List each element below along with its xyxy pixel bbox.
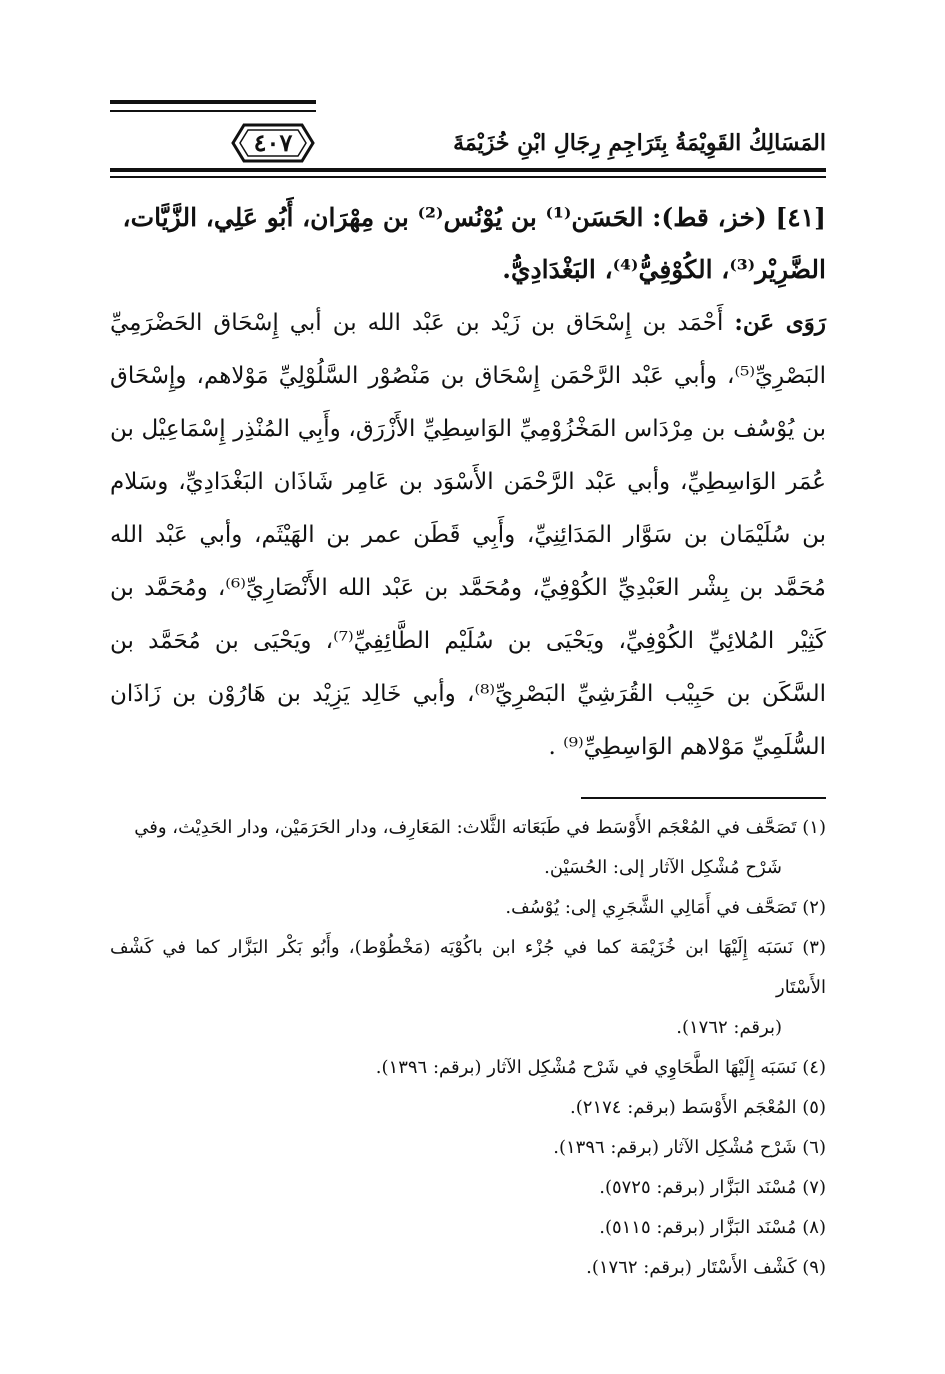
footnote-text: (٨) مُسْنَد البَزَّار (برقم: ٥١١٥). [599, 1217, 826, 1238]
footnote-continuation: (برقم: ١٧٦٢). [676, 1017, 782, 1038]
footnote-continuation: شَرْح مُشْكِل الآثار إلى: الحُسَيْن. [544, 857, 782, 878]
footnote-8 [110, 1208, 826, 1248]
header-rule-top-thick [110, 100, 316, 104]
narrated-from-text: أَحْمَد بن إِسْحَاق بن زَيْد بن عَبْد الله بن أبي إِسْحَاق الحَضْرَمِيِّ البَصْرِيِّ⁽⁵⁾، وأبي عَبْد الرَّحْمَن إِسْحَاق بن مَنْصُوْر السَّلُوْلِيِّ مَوْلاهم، وإِسْحَاق بن يُوْسُف بن مِرْدَاس المَخْزُوْمِيِّ الوَاسِطِيِّ الأَزْرَق، وأَبِي المُنْذِر إِسْمَاعِيْل بن عُمَر الوَاسِطِيِّ، وأبي عَبْد الرَّحْمَن الأَسْوَد بن عَامِر شَاذَان البَغْدَادِيِّ، وسَلام بن سُلَيْمَان بن سَوَّار المَدَائِنِيِّ، وأَبِي قَطَن عمر بن الهَيْثَم، وأبي عَبْد الله مُحَمَّد بن بِشْر العَبْدِيِّ الكُوْفِيِّ، ومُحَمَّد بن عَبْد الله الأَنْصَارِيِّ⁽⁶⁾، ومُحَمَّد بن كَثِيْر المُلائِيِّ الكُوْفِيِّ، ويَحْيَى بن سُلَيْم الطَّائِفِيِّ⁽⁷⁾، ويَحْيَى بن مُحَمَّد بن السَّكَن بن حَبِيْب القُرَشِيِّ البَصْرِيِّ⁽⁸⁾، وأبي خَالِد يَزِيْد بن هَارُوْن بن زَاذَان السُّلَمِيِّ مَوْلاهم الوَاسِطِيِّ⁽⁹⁾ . [110, 310, 827, 760]
page-header [110, 100, 826, 180]
entry-title-line1: (خز، قط): الحَسَن⁽¹⁾ بن يُوْنُس⁽²⁾ بن مِهْرَان، أَبُو عَلِي، الزَّيَّات، [122, 203, 767, 232]
header-rule-bottom-thick [110, 168, 826, 172]
footnote-9 [110, 1248, 826, 1288]
footnote-4 [110, 1048, 826, 1088]
running-title: المَسَالِكُ القَوِيْمَةُ بِتَرَاجِمِ رِجَالِ ابْنِ خُزَيْمَةَ [453, 130, 826, 156]
footnote-5 [110, 1088, 826, 1128]
footnote-7 [110, 1168, 826, 1208]
footnote-6 [110, 1128, 826, 1168]
header-rule-top-thin [110, 110, 316, 112]
footnote-1 [110, 808, 826, 888]
footnote-text: (١) تَصَحَّف في المُعْجَم الأَوْسَط في طَبَعَاته الثَّلاث: المَعَارِف، ودار الحَرَمَيْن، ودار الحَدِيْث، وفي [134, 817, 826, 838]
header-rule-bottom-thin [110, 176, 826, 178]
footnote-text: (٥) المُعْجَم الأَوْسَط (برقم: ٢١٧٤). [570, 1097, 826, 1118]
entry-title-line2: الضَّرِيْر⁽³⁾، الكُوْفِيُّ⁽⁴⁾، البَغْدَادِيُّ. [502, 255, 826, 284]
footnote-text: (٧) مُسْنَد البَزَّار (برقم: ٥٧٢٥). [599, 1177, 826, 1198]
main-text [110, 192, 826, 774]
narrated-from-paragraph [110, 296, 826, 774]
entry-number: [٤١] [775, 203, 826, 232]
page-number-frame [230, 122, 316, 164]
page-number: ٤٠٧ [253, 128, 293, 157]
footnotes [110, 808, 826, 1288]
entry-title [110, 192, 826, 296]
footnote-text: (٩) كَشْف الأَسْتَار (برقم: ١٧٦٢). [586, 1257, 826, 1278]
footnote-text: (٦) شَرْح مُشْكِل الآثار (برقم: ١٣٩٦). [553, 1137, 826, 1158]
footnote-text: (٤) نَسَبَه إِلَيْهَا الطَّحَاوِي في شَرْح مُشْكِل الآثار (برقم: ١٣٩٦). [375, 1057, 826, 1078]
footnote-text: (٢) تَصَحَّف في أَمَالِي الشَّجَرِي إلى: يُوْسُف. [505, 897, 826, 918]
footnote-3 [110, 928, 826, 1048]
footnote-separator [581, 797, 826, 799]
narrated-from-label: رَوَى عَن: [734, 309, 826, 336]
footnote-text: (٣) نَسَبَه إِلَيْهَا ابن خُزَيْمَة كما في جُزْء ابن باكُوْيَه (مَخْطُوْط)، وأَبُو بَكْر البَزَّار كما في كَشْف الأَسْتَار [110, 937, 826, 998]
footnote-2 [110, 888, 826, 928]
